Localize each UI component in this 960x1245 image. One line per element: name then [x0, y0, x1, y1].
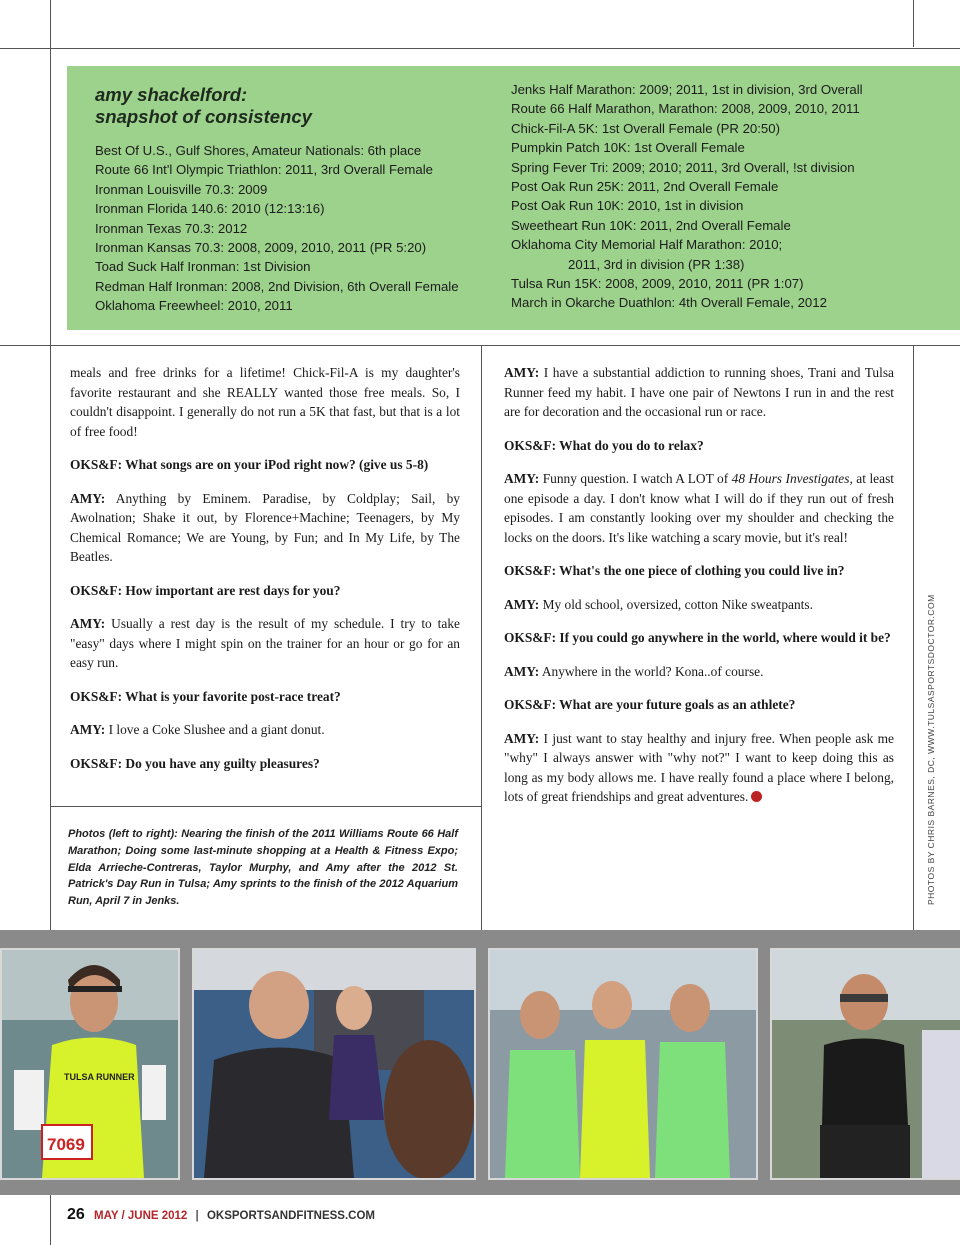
sidebar-title-line1: amy shackelford: — [95, 84, 248, 105]
footer-separator: | — [195, 1210, 199, 1222]
content-rule-top — [0, 345, 960, 346]
page-footer — [67, 1206, 375, 1224]
question-heading: OKS&F: If you could go anywhere in the world, where would it be? — [504, 630, 891, 645]
question-heading: OKS&F: What are your future goals as an athlete? — [504, 697, 796, 712]
caption-rule — [50, 806, 481, 807]
answer-text: I love a Coke Slushee and a giant donut. — [105, 722, 325, 737]
list-item: Route 66 Half Marathon, Marathon: 2008, 2009, 2010, 2011 — [511, 101, 860, 117]
answer-paragraph — [504, 595, 894, 615]
question-heading: OKS&F: What do you do to relax? — [504, 437, 704, 453]
end-mark-icon — [751, 791, 762, 802]
answer-text: I have a substantial addiction to running shoes, Trani and Tulsa Runner feed my habit. I have one pair of Newtons I run in and the rest are for decoration and the occasional run or race. — [504, 365, 894, 419]
photo-fitness-expo — [192, 948, 476, 1180]
credit-rule — [913, 345, 914, 930]
photo-three-runners-image — [490, 950, 756, 1178]
speaker-label: AMY: — [70, 616, 106, 631]
answer-paragraph — [504, 469, 894, 547]
photo-credit: PHOTOS BY CHRIS BARNES, DC, WWW.TULSASPORTSDOCTOR.COM — [926, 594, 936, 905]
sidebar-title — [95, 84, 312, 128]
list-item: Post Oak Run 25K: 2011, 2nd Overall Female — [511, 179, 779, 195]
answer-text: Anywhere in the world? Kona..of course. — [539, 663, 764, 679]
answer-paragraph — [70, 614, 460, 673]
answer-paragraph — [70, 489, 460, 567]
race-bib-number: 7069 — [47, 1135, 85, 1154]
shirt-logo-text: TULSA RUNNER — [64, 1072, 135, 1082]
list-item: Sweetheart Run 10K: 2011, 2nd Overall Female — [511, 217, 791, 233]
answer-text: I just want to stay healthy and injury free. When people ask me "why" I always answer with "why not?" I want to keep doing this as long as my body allows me. I have really found a place where I belong, lots of great friendships and great adventures. — [504, 730, 894, 804]
speaker-label: AMY: — [70, 722, 106, 737]
answer-text: Usually a rest day is the result of my schedule. I try to take "easy" days where I might spin on the trainer for an hour or go for an easy run. — [70, 616, 460, 670]
answer-paragraph — [504, 363, 894, 422]
list-item: Spring Fever Tri: 2009; 2010; 2011, 3rd Overall, !st division — [511, 159, 855, 175]
page-number: 26 — [67, 1206, 85, 1223]
list-item: Redman Half Ironman: 2008, 2nd Division, 6th Overall Female — [95, 278, 459, 294]
issue-date: MAY / JUNE 2012 — [94, 1210, 188, 1222]
list-item: Best Of U.S., Gulf Shores, Amateur Nationals: 6th place — [95, 143, 422, 158]
speaker-label: AMY: — [504, 596, 540, 612]
column-divider — [481, 345, 482, 930]
answer-text: My old school, oversized, cotton Nike sweatpants. — [539, 596, 813, 612]
speaker-label: AMY: — [70, 490, 106, 506]
question-heading: OKS&F: Do you have any guilty pleasures? — [70, 755, 320, 771]
answer-text: , at least one episode a day. I don't know what I will do if they run out of fresh episodes. I am constantly looking over my shoulder and checking the locks on the doors. It's like watching a scary movie, but it's real! — [504, 471, 894, 545]
photo-caption: Photos (left to right): Nearing the finish of the 2011 Williams Route 66 Half Marathon; Doing some last-minute shopping at a Health & Fitness Expo; Elda Arrieche-Contreras, Taylor Murphy, and Amy after the 2012 St. Patrick's Day Run in Tulsa; Amy sprints to the finish of the 2012 Aquarium Run, April 7 in Jenks. — [68, 828, 458, 908]
list-item: Route 66 Int'l Olympic Triathlon: 2011, 3rd Overall Female — [95, 162, 433, 178]
interview-left-column — [70, 363, 460, 787]
list-item: Ironman Kansas 70.3: 2008, 2009, 2010, 2011 (PR 5:20) — [95, 240, 427, 256]
photo-fitness-expo-image — [194, 950, 474, 1178]
list-item: Toad Suck Half Ironman: 1st Division — [95, 259, 311, 275]
photo-runner-finish — [0, 948, 180, 1180]
list-item: Post Oak Run 10K: 2010, 1st in division — [511, 198, 744, 214]
question-heading: OKS&F: How important are rest days for you? — [70, 582, 341, 598]
list-item: Chick-Fil-A 5K: 1st Overall Female (PR 20:50) — [511, 120, 780, 136]
question-heading: OKS&F: What is your favorite post-race treat? — [70, 688, 341, 704]
photo-three-runners — [488, 948, 758, 1180]
list-item: Oklahoma City Memorial Half Marathon: 2010; — [511, 237, 783, 253]
answer-text: Anything by Eminem. Paradise, by Coldplay; Sail, by Awolnation; Shake it out, by Florence+Machine; Teenagers, by My Chemical Romance; We are Young, by Fun; and In My Life, by The Beatles. — [70, 490, 460, 564]
speaker-label: AMY: — [504, 730, 540, 746]
photo-sprint-finish-image — [772, 950, 960, 1178]
photo-sprint-finish — [770, 948, 960, 1180]
interview-right-column — [504, 363, 894, 821]
list-item: Ironman Florida 140.6: 2010 (12:13:16) — [95, 201, 325, 217]
answer-paragraph — [504, 729, 894, 807]
sidebar-left-list — [95, 141, 459, 316]
list-item: Jenks Half Marathon: 2009; 2011, 1st in division, 3rd Overall — [511, 82, 863, 97]
page-rule-right — [913, 0, 914, 47]
question-heading: OKS&F: What songs are on your iPod right now? (give us 5-8) — [70, 457, 429, 472]
list-item: Pumpkin Patch 10K: 1st Overall Female — [511, 140, 745, 156]
photo-runner-finish-image — [2, 950, 178, 1178]
speaker-label: AMY: — [504, 365, 540, 380]
answer-paragraph — [70, 720, 460, 740]
list-item: Oklahoma Freewheel: 2010, 2011 — [95, 298, 293, 314]
list-item: 2011, 3rd in division (PR 1:38) — [568, 256, 745, 272]
answer-paragraph — [504, 662, 894, 682]
speaker-label: AMY: — [504, 471, 540, 486]
website-link[interactable]: OKSPORTSANDFITNESS.COM — [206, 1210, 376, 1222]
answer-paragraph: meals and free drinks for a lifetime! Chick-Fil-A is my daughter's favorite restaurant and she REALLY wanted those free meals. So, I couldn't disappoint. I generally do not run a 5K that fast, but that is a lot of free food! — [70, 365, 460, 439]
page-rule-top — [0, 48, 960, 49]
list-item: Tulsa Run 15K: 2008, 2009, 2010, 2011 (PR 1:07) — [511, 276, 804, 292]
list-item: March in Okarche Duathlon: 4th Overall Female, 2012 — [511, 295, 827, 311]
sidebar-right-list — [511, 80, 863, 313]
list-item: Ironman Texas 70.3: 2012 — [95, 220, 248, 236]
list-item: Ironman Louisville 70.3: 2009 — [95, 181, 268, 197]
question-heading: OKS&F: What's the one piece of clothing you could live in? — [504, 563, 845, 578]
show-title: 48 Hours Investigates — [731, 471, 850, 486]
sidebar-title-line2: snapshot of consistency — [95, 106, 312, 127]
answer-text: Funny question. I watch A LOT of — [539, 471, 732, 486]
speaker-label: AMY: — [504, 663, 540, 679]
